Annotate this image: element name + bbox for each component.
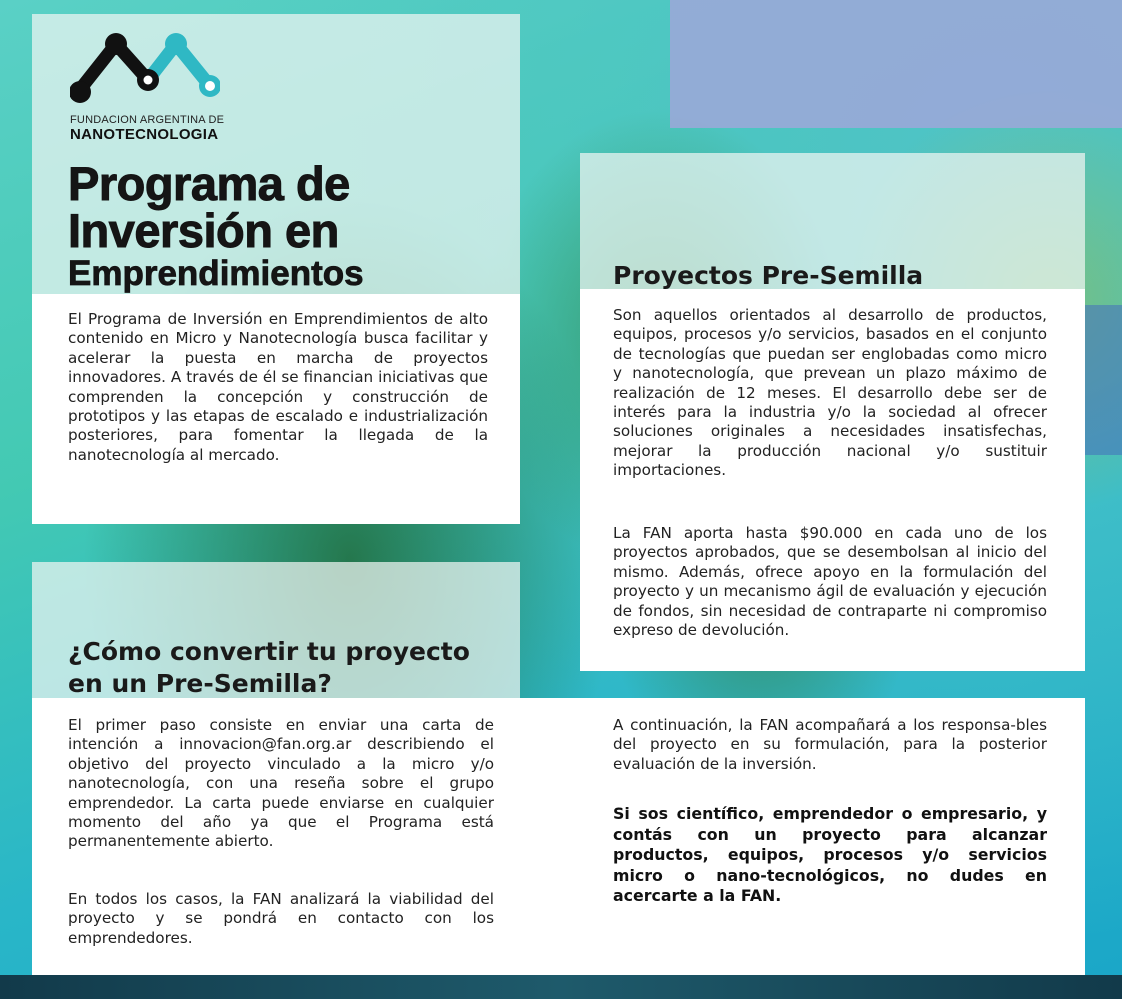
logo-line2: NANOTECNOLOGIA <box>70 126 219 143</box>
como-paragraph-1 <box>68 716 494 852</box>
title-line2: Inversión en <box>68 204 339 257</box>
presemilla-heading: Proyectos Pre-Semilla <box>613 261 924 290</box>
background-purple-block <box>670 0 1122 128</box>
intro-paragraph: El Programa de Inversión en Emprendimientos de alto contenido en Micro y Nanotecnología busca facilitar y acelerar la puesta en marcha de proyectos innovadores. A través de él se financian iniciativas que comprenden la concepción y construcción de prototipos y las etapas de escalado e industrialización posteriores, para fomentar la llegada de la nanotecnología al mercado. <box>68 310 488 464</box>
fan-logo <box>70 30 230 143</box>
title-line1: Programa de <box>68 157 350 210</box>
como-paragraph-1-end: describiendo el objetivo del proyecto vinculado a la micro y/o nanotecnología, con una reseña sobre el grupo emprendedor. La carta puede enviarse en cualquier momento del año ya que el Programa está permanentemente abierto. <box>68 735 494 851</box>
presemilla-paragraph-2: La FAN aporta hasta $90.000 en cada uno de los proyectos aprobados, que se desembolsan al inicio del mismo. Además, ofrece apoyo en la formulación del proyecto y un mecanismo ágil de evaluación y ejecución de fondos, sin necesidad de contraparte ni compromiso expreso de devolución. <box>613 524 1047 640</box>
background-blue-stripe <box>1085 305 1122 455</box>
continuacion-paragraph: A continuación, la FAN acompañará a los responsa-bles del proyecto en su formulación, para la posterior evaluación de la inversión. <box>613 716 1047 773</box>
como-paragraph-2: En todos los casos, la FAN analizará la viabilidad del proyecto y se pondrá en contacto con los emprendedores. <box>68 890 494 947</box>
email-link[interactable]: innovacion@fan.org.ar <box>179 735 352 754</box>
call-to-action: Si sos científico, emprendedor o empresario, y contás con un proyecto para alcanzar productos, equipos, procesos y/o servicios micro o nano-tecnológicos, no dudes en acercarte a la FAN. <box>613 804 1047 905</box>
como-heading-line1: ¿Cómo convertir tu proyecto <box>68 637 470 666</box>
presemilla-paragraph-1: Son aquellos orientados al desarrollo de productos, equipos, procesos y/o servicios, basados en el conjunto de tecnologías que puedan ser englobadas como micro y nanotecnología, que prevean un plazo máximo de realización de 12 meses. El desarrollo debe ser de interés para la industria y/o la sociedad al ofrecer soluciones originales a necesidades insatisfechas, mejorar la producción nacional y/o sustituir importaciones. <box>613 306 1047 480</box>
background-bottom-band <box>0 975 1122 999</box>
fan-logo-icon <box>70 30 220 108</box>
logo-line1: FUNDACION ARGENTINA DE <box>70 114 225 126</box>
page-title <box>68 157 364 293</box>
como-heading-line2: en un Pre-Semilla? <box>68 669 332 698</box>
como-heading <box>68 636 470 700</box>
como-paragraph-1-start: El primer paso consiste en enviar una carta de intención a <box>68 716 494 754</box>
title-line3: Emprendimientos <box>68 254 364 293</box>
